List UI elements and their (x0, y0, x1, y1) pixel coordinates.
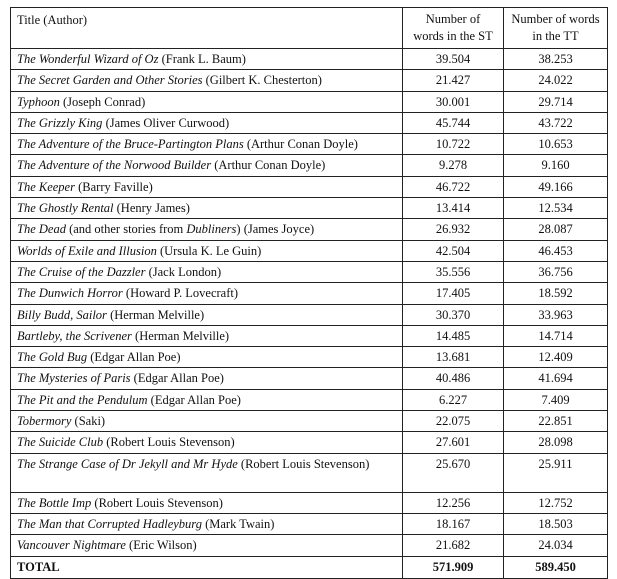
words-st-cell: 6.227 (403, 389, 504, 410)
title-author-cell (11, 261, 403, 282)
words-tt-cell: 33.963 (504, 304, 608, 325)
work-title: The Ghostly Rental (17, 201, 114, 216)
words-st-cell: 22.075 (403, 411, 504, 432)
title-author-cell (11, 134, 403, 155)
words-st-cell: 18.167 (403, 513, 504, 534)
words-st-cell: 14.485 (403, 325, 504, 346)
header-row (11, 8, 608, 49)
words-tt-cell: 28.098 (504, 432, 608, 453)
author-name: (Robert Louis Stevenson) (91, 495, 223, 510)
words-st-cell: 9.278 (403, 155, 504, 176)
author-name: (Frank L. Baum) (158, 52, 246, 66)
work-title: The Grizzly King (17, 115, 103, 130)
title-author-cell (11, 49, 403, 70)
author-name: (Edgar Allan Poe) (130, 371, 224, 386)
header-words-tt: Number of words in the TT (504, 8, 608, 49)
author-name: (Mark Twain) (201, 516, 275, 531)
table-row (11, 49, 608, 70)
title-author-cell (11, 325, 403, 346)
words-st-cell: 30.001 (403, 91, 504, 112)
author-name: (Arthur Conan Doyle) (211, 158, 326, 173)
words-tt-cell: 12.409 (504, 347, 608, 368)
total-label: TOTAL (11, 556, 403, 578)
author-name: (Edgar Allan Poe) (87, 350, 181, 365)
author-name: (Henry James) (113, 201, 190, 216)
title-author-cell (11, 91, 403, 112)
total-tt: 589.450 (504, 556, 608, 578)
words-st-cell: 40.486 (403, 368, 504, 389)
table-row (11, 112, 608, 133)
table-row (11, 453, 608, 492)
table-row (11, 176, 608, 197)
work-title: Tobermory (17, 414, 72, 429)
table-row (11, 91, 608, 112)
title-author-cell (11, 513, 403, 534)
table-row (11, 325, 608, 346)
work-title: Worlds of Exile and Illusion (17, 243, 157, 258)
header-words-st: Number of words in the ST (403, 8, 504, 49)
words-st-cell: 21.682 (403, 535, 504, 556)
header-title-author: Title (Author) (11, 8, 403, 49)
words-st-cell: 35.556 (403, 261, 504, 282)
table-row (11, 283, 608, 304)
words-tt-cell: 49.166 (504, 176, 608, 197)
title-author-cell (11, 535, 403, 556)
work-title: Vancouver Nightmare (17, 538, 126, 553)
words-st-cell: 12.256 (403, 492, 504, 513)
author-name: (James Oliver Curwood) (102, 115, 230, 130)
words-tt-cell: 9.160 (504, 155, 608, 176)
words-tt-cell: 29.714 (504, 91, 608, 112)
words-tt-cell: 43.722 (504, 112, 608, 133)
work-title: The Wonderful Wizard of Oz (17, 52, 159, 66)
title-author-cell (11, 155, 403, 176)
table-row (11, 535, 608, 556)
words-tt-cell: 7.409 (504, 389, 608, 410)
words-tt-cell: 14.714 (504, 325, 608, 346)
table-row (11, 70, 608, 91)
title-author-cell (11, 368, 403, 389)
words-st-cell: 27.601 (403, 432, 504, 453)
author-name: (Gilbert K. Chesterton) (202, 73, 322, 88)
words-st-cell: 25.670 (403, 453, 504, 492)
table-row (11, 432, 608, 453)
words-tt-cell: 12.534 (504, 198, 608, 219)
title-author-cell (11, 240, 403, 261)
work-title: The Suicide Club (17, 435, 104, 450)
words-st-cell: 13.681 (403, 347, 504, 368)
words-st-cell: 45.744 (403, 112, 504, 133)
title-author-cell (11, 112, 403, 133)
author-name: (Herman Melville) (131, 328, 230, 343)
work-title: Typhoon (17, 94, 60, 109)
title-author-cell (11, 492, 403, 513)
table-row (11, 155, 608, 176)
words-tt-cell: 28.087 (504, 219, 608, 240)
words-st-cell: 39.504 (403, 49, 504, 70)
work-title: The Cruise of the Dazzler (17, 264, 146, 279)
title-author-cell (11, 198, 403, 219)
author-name: (Barry Faville) (74, 179, 153, 194)
total-row (11, 556, 608, 578)
author-name: (Eric Wilson) (125, 538, 197, 553)
total-st: 571.909 (403, 556, 504, 578)
words-tt-cell: 25.911 (504, 453, 608, 492)
title-author-cell (11, 219, 403, 240)
work-title: The Keeper (17, 179, 75, 194)
work-title: Billy Budd, Sailor (17, 307, 107, 322)
author-name: (Ursula K. Le Guin) (156, 243, 262, 258)
title-author-cell (11, 453, 403, 492)
work-title: The Dunwich Horror (17, 286, 123, 301)
title-author-cell (11, 432, 403, 453)
table-row (11, 240, 608, 261)
author-name: (Herman Melville) (106, 307, 205, 322)
words-tt-cell: 18.592 (504, 283, 608, 304)
words-st-cell: 30.370 (403, 304, 504, 325)
table-row (11, 134, 608, 155)
collection-title: Dubliners (186, 222, 237, 237)
author-name: (Robert Louis Stevenson) (103, 435, 235, 450)
author-name: (Howard P. Lovecraft) (122, 286, 239, 301)
words-tt-cell: 38.253 (504, 49, 608, 70)
author-name: (Joseph Conrad) (59, 94, 146, 109)
table-row (11, 411, 608, 432)
work-title: The Adventure of the Norwood Builder (17, 158, 212, 173)
words-tt-cell: 36.756 (504, 261, 608, 282)
author-name: (and other stories from Dubliners) (James Joyce) (65, 222, 315, 237)
work-title: The Strange Case of Dr Jekyll and Mr Hyde (17, 456, 238, 471)
table-row (11, 304, 608, 325)
words-tt-cell: 10.653 (504, 134, 608, 155)
author-name: (Saki) (71, 414, 106, 429)
words-st-cell: 42.504 (403, 240, 504, 261)
words-tt-cell: 24.034 (504, 535, 608, 556)
work-title: The Gold Bug (17, 350, 88, 365)
author-name: (Robert Louis Stevenson) (237, 456, 370, 471)
author-name: (Jack London) (145, 264, 222, 279)
table-row (11, 513, 608, 534)
words-tt-cell: 46.453 (504, 240, 608, 261)
table-row (11, 219, 608, 240)
title-author-cell (11, 347, 403, 368)
words-st-cell: 17.405 (403, 283, 504, 304)
word-count-table (10, 7, 608, 579)
words-tt-cell: 18.503 (504, 513, 608, 534)
title-author-cell (11, 70, 403, 91)
table-row (11, 261, 608, 282)
table-row (11, 347, 608, 368)
words-tt-cell: 22.851 (504, 411, 608, 432)
words-st-cell: 10.722 (403, 134, 504, 155)
words-st-cell: 26.932 (403, 219, 504, 240)
table-row (11, 368, 608, 389)
work-title: The Secret Garden and Other Stories (17, 73, 203, 88)
title-author-cell (11, 411, 403, 432)
work-title: The Pit and the Pendulum (17, 392, 148, 407)
table-row (11, 389, 608, 410)
words-st-cell: 46.722 (403, 176, 504, 197)
title-author-cell (11, 176, 403, 197)
work-title: The Adventure of the Bruce-Partington Plans (17, 137, 244, 152)
words-tt-cell: 24.022 (504, 70, 608, 91)
title-author-cell (11, 389, 403, 410)
work-title: The Bottle Imp (17, 495, 92, 510)
title-author-cell (11, 283, 403, 304)
words-st-cell: 13.414 (403, 198, 504, 219)
work-title: Bartleby, the Scrivener (17, 328, 132, 343)
work-title: The Man that Corrupted Hadleyburg (17, 516, 202, 531)
work-title: The Dead (17, 222, 66, 237)
title-author-cell (11, 304, 403, 325)
words-st-cell: 21.427 (403, 70, 504, 91)
words-tt-cell: 12.752 (504, 492, 608, 513)
work-title: The Mysteries of Paris (17, 371, 131, 386)
table-row (11, 198, 608, 219)
words-tt-cell: 41.694 (504, 368, 608, 389)
author-name: (Arthur Conan Doyle) (243, 137, 358, 152)
author-name: (Edgar Allan Poe) (147, 392, 241, 407)
table-row (11, 492, 608, 513)
